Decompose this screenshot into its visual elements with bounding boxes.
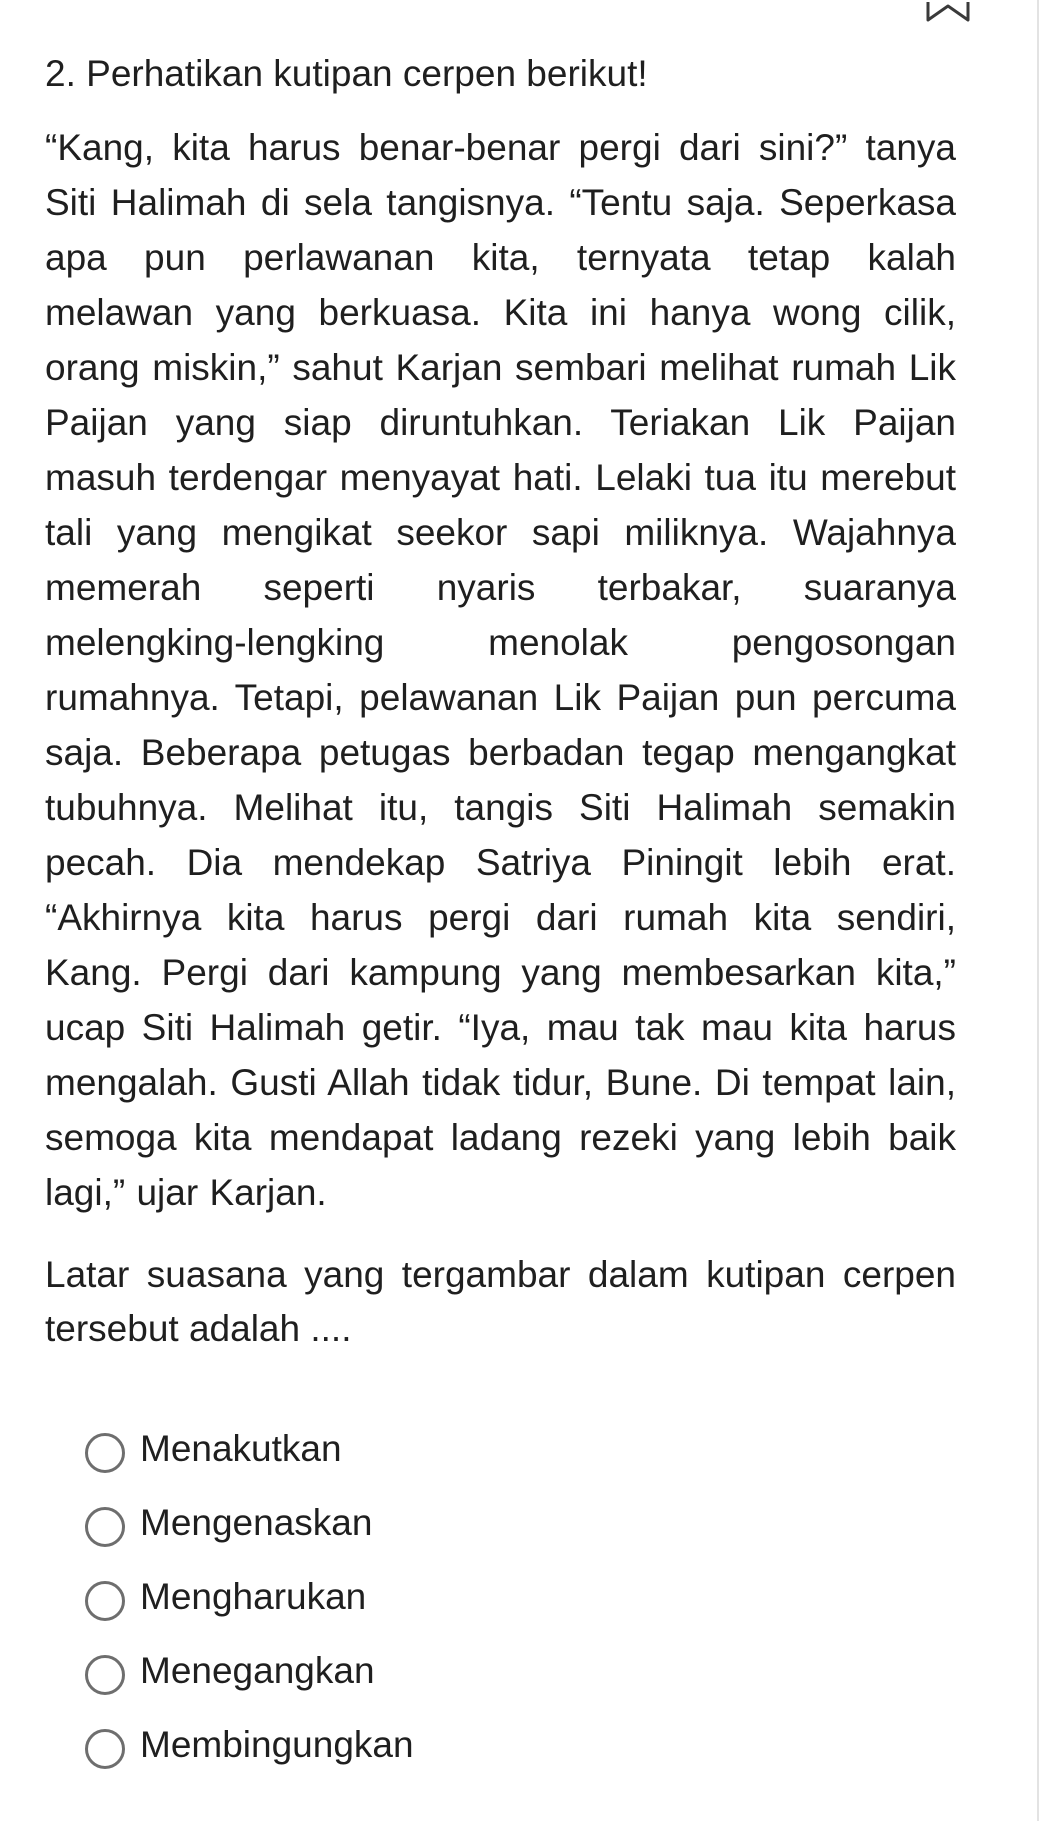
answer-option-mengharukan[interactable] xyxy=(85,1560,956,1634)
answer-option-menegangkan[interactable] xyxy=(85,1634,956,1708)
option-label: Menegangkan xyxy=(140,1650,375,1691)
chevron-down-icon xyxy=(924,0,972,28)
question-title: 2. Perhatikan kutipan cerpen berikut! xyxy=(45,53,648,94)
radio-button[interactable] xyxy=(85,1729,125,1769)
question-prompt: Latar suasana yang tergambar dalam kutipan cerpen tersebut adalah .... xyxy=(45,1254,956,1349)
question-card xyxy=(45,46,956,1782)
story-excerpt: “Kang, kita harus benar-benar pergi dari sini?” tanya Siti Halimah di sela tangisnya. “Tentu saja. Seperkasa apa pun perlawanan kita, ternyata tetap kalah melawan yang berkuasa. Kita ini hanya wong cilik, orang miskin,” sahut Karjan sembari melihat rumah Lik Paijan yang siap diruntuhkan. Teriakan Lik Paijan masuh terdengar menyayat hati. Lelaki tua itu merebut tali yang mengikat seekor sapi miliknya. Wajahnya memerah seperti nyaris terbakar, suaranya melengking-lengking menolak pengosongan rumahnya. Tetapi, pelawanan Lik Paijan pun percuma saja. Beberapa petugas berbadan tegap mengangkat tubuhnya. Melihat itu, tangis Siti Halimah semakin pecah. Dia mendekap Satriya Piningit lebih erat. “Akhirnya kita harus pergi dari rumah kita sendiri, Kang. Pergi dari kampung yang membesarkan kita,” ucap Siti Halimah getir. “Iya, mau tak mau kita harus mengalah. Gusti Allah tidak tidur, Bune. Di tempat lain, semoga kita mendapat ladang rezeki yang lebih baik lagi,” ujar Karjan. xyxy=(45,127,956,1213)
answer-option-menakutkan[interactable] xyxy=(85,1412,956,1486)
option-label: Membingungkan xyxy=(140,1724,414,1765)
option-label: Mengenaskan xyxy=(140,1502,373,1543)
answer-options xyxy=(45,1412,956,1782)
radio-button[interactable] xyxy=(85,1655,125,1695)
option-label: Menakutkan xyxy=(140,1428,342,1469)
option-label: Mengharukan xyxy=(140,1576,367,1617)
radio-button[interactable] xyxy=(85,1433,125,1473)
answer-option-membingungkan[interactable] xyxy=(85,1708,956,1782)
radio-button[interactable] xyxy=(85,1507,125,1547)
answer-option-mengenaskan[interactable] xyxy=(85,1486,956,1560)
radio-button[interactable] xyxy=(85,1581,125,1621)
